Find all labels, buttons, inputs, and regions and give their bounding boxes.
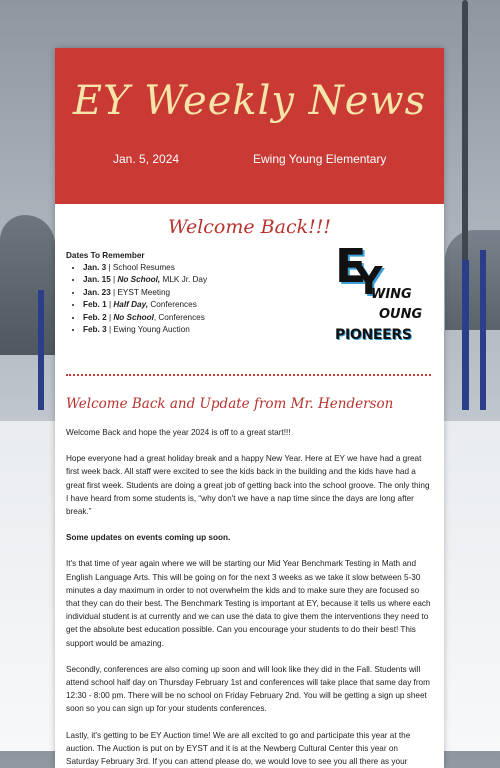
paragraph-bold: Some updates on events coming up soon. — [66, 533, 231, 543]
newsletter-card — [55, 48, 444, 768]
event-text: Conferences — [148, 300, 197, 310]
logo-word-wing: WING — [371, 287, 412, 302]
list-item — [83, 287, 286, 299]
list-item — [83, 262, 286, 274]
separator: | — [106, 263, 113, 272]
newsletter-date: Jan. 5, 2024 — [113, 152, 180, 166]
event-text: Ewing Young Auction — [113, 325, 190, 335]
event-date: Jan. 15 — [83, 275, 111, 285]
event-text: EYST Meeting — [117, 287, 171, 297]
list-item — [83, 274, 286, 286]
welcome-heading: Welcome Back!!! — [167, 216, 332, 238]
playground-post — [462, 260, 469, 410]
separator: | — [106, 325, 114, 335]
list-item — [83, 324, 286, 336]
event-emphasis: No School, — [117, 275, 161, 285]
dotted-divider — [66, 374, 431, 376]
logo-word-pioneers: PIONEERS — [335, 327, 412, 343]
event-date: Feb. 1 — [83, 300, 107, 310]
event-text: School Resumes — [112, 263, 175, 272]
background-trees-left — [0, 215, 55, 355]
paragraph: Secondly, conferences are also coming up soon and will look like they did in the Fall. Students will attend school half day on Thursday February 1st and conferences will take place that same day from 12:30 - 8:00 pm. There will be no school on Friday February 2nd. You will be getting a sign up sheet soon so you can sign up for your students conferences. — [66, 664, 430, 714]
event-emphasis: Half Day, — [113, 300, 149, 310]
update-body — [66, 426, 432, 768]
newsletter-title: EY Weekly News — [72, 78, 427, 124]
newsletter-header — [55, 48, 444, 204]
list-item — [83, 299, 286, 311]
list-item — [83, 312, 286, 324]
logo-word-oung: OUNG — [379, 307, 423, 322]
event-date: Jan. 3 — [83, 263, 107, 272]
separator: | — [106, 300, 114, 310]
paragraph: Lastly, it's getting to be EY Auction time! We are all excited to go and participate this year at the auction. The Auction is put on by EYST and it is at the Newberg Cultural Center this year on Saturday February 3rd. If you can attend please do, we would love to see you all there as your — [66, 730, 411, 767]
event-emphasis: No School — [113, 312, 154, 322]
event-text: MLK Jr. Day — [160, 275, 208, 285]
ey-pioneers-logo — [335, 239, 425, 349]
playground-post — [480, 250, 486, 410]
dates-heading: Dates To Remember — [66, 251, 145, 260]
dates-to-remember — [66, 251, 286, 336]
event-text: , Conferences — [153, 312, 205, 322]
update-heading: Welcome Back and Update from Mr. Henderson — [66, 396, 394, 412]
logo-letter-e: E — [335, 239, 365, 293]
separator: | — [110, 275, 118, 285]
paragraph: Welcome Back and hope the year 2024 is off to a great start!!! — [66, 428, 291, 437]
separator: | — [110, 287, 118, 297]
separator: | — [106, 312, 114, 322]
paragraph: Hope everyone had a great holiday break and a happy New Year. Here at EY we have had a great first week back. All staff were excited to see the kids back in the building and the kids have had a great first week. Students are doing a great job of getting back into the school groove. The only thing I have heard from some students is, “why don't we have a nap time since the days are long after break.” — [66, 454, 430, 517]
event-date: Feb. 2 — [83, 312, 107, 322]
logo-letter-y: Y — [355, 259, 383, 303]
paragraph: It's that time of year again where we will be starting our Mid Year Benchmark Testing in Math and English Language Arts. This will be going on for the next 3 weeks as we take it slow between 5-30 minutes a day maximum in order to not overwhelm the kids and to make sure they are focused so that they can do their best. The Benchmark Testing is important at EY, because it tells us where each individual student is at currently and we can use the data to give them the interventions they need to get the absolute best education possible. Can you encourage your students to do their best! This support would be amazing. — [66, 559, 431, 648]
dates-list — [66, 262, 286, 336]
background-trees-right — [445, 230, 500, 330]
event-date: Feb. 3 — [83, 325, 107, 335]
school-name: Ewing Young Elementary — [253, 152, 387, 166]
playground-post — [38, 290, 44, 410]
event-date: Jan. 23 — [83, 287, 111, 297]
